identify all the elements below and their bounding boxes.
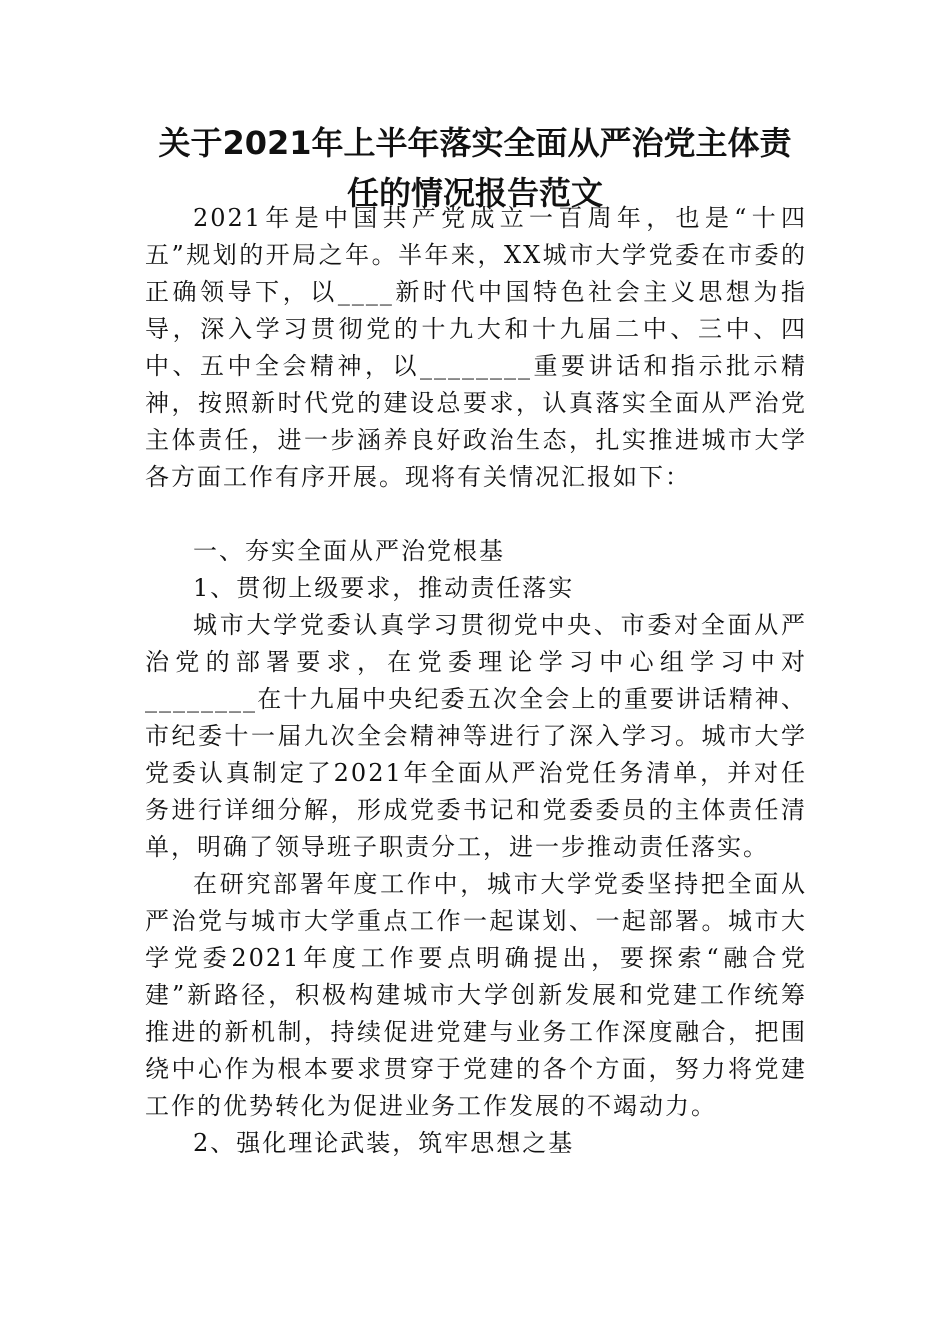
subsection-heading-2: 2、强化理论武装，筑牢思想之基 — [193, 1129, 575, 1157]
subsection-heading-1: 1、贯彻上级要求，推动责任落实 — [193, 574, 575, 602]
body-paragraph-1: 城市大学党委认真学习贯彻党中央、市委对全面从严治党的部署要求，在党委理论学习中心组学习中对________在十九届中央纪委五次全会上的重要讲话精神、市纪委十一届九次全会精神等进行了深入学习。城市大学党委认真制定了2021年全面从严治党任务清单，并对任务进行详细分解，形成党委书记和党委委员的主体责任清单，明确了领导班子职责分工，进一步推动责任落实。 — [145, 611, 807, 861]
intro-paragraph: 2021年是中国共产党成立一百周年，也是“十四五”规划的开局之年。半年来，XX城市大学党委在市委的正确领导下，以____新时代中国特色社会主义思想为指导，深入学习贯彻党的十九大和十九届二中、三中、四中、五中全会精神，以________重要讲话和指示批示精神，按照新时代党的建设总要求，认真落实全面从严治党主体责任，进一步涵养良好政治生态，扎实推进城市大学各方面工作有序开展。现将有关情况汇报如下： — [145, 204, 807, 491]
document-body — [145, 200, 807, 1162]
title-line-2: 任的情况报告范文 — [346, 174, 603, 212]
paragraph-gap — [145, 496, 807, 533]
body-paragraph-2: 在研究部署年度工作中，城市大学党委坚持把全面从严治党与城市大学重点工作一起谋划、一起部署。城市大学党委2021年度工作要点明确提出，要探索“融合党建”新路径，积极构建城市大学创新发展和党建工作统筹推进的新机制，持续促进党建与业务工作深度融合，把围绕中心作为根本要求贯穿于党建的各个方面，努力将党建工作的优势转化为促进业务工作发展的不竭动力。 — [145, 870, 807, 1120]
section-heading-1: 一、夯实全面从严治党根基 — [193, 537, 505, 565]
title-line-1: 关于2021年上半年落实全面从严治党主体责 — [158, 124, 792, 162]
